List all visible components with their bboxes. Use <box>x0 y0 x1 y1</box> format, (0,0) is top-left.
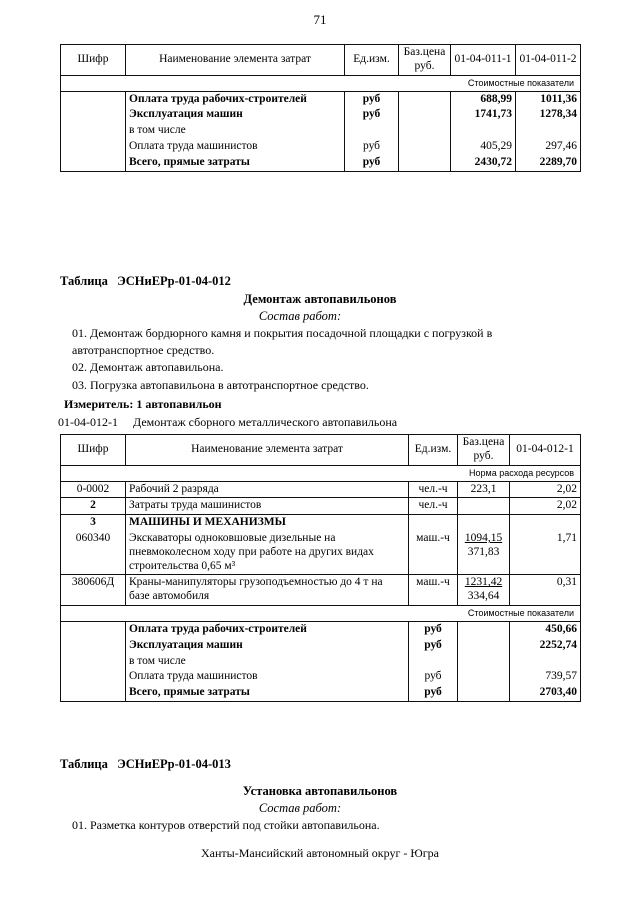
section-label-row-resources <box>61 465 581 481</box>
cell-qty: 2,02 <box>510 498 581 515</box>
block1-work-item-3: 03. Погрузка автопавильона в автотранспортное средство. <box>72 378 369 392</box>
cell-code: 380606Д <box>61 575 126 606</box>
cell-code <box>61 123 126 139</box>
table-header-row <box>61 45 581 76</box>
block1-work-item-2: 02. Демонтаж автопавильона. <box>72 360 224 374</box>
cell-name: Всего, прямые затраты <box>126 155 345 171</box>
table-row <box>61 155 581 171</box>
th-norm-1: 01-04-012-1 <box>510 435 581 466</box>
th-base-price-line2: руб. <box>414 59 435 72</box>
table-code: ЭСНиЕРр-01-04-013 <box>117 757 231 771</box>
cell-value: 739,57 <box>510 669 581 685</box>
block2-work-item-1: 01. Разметка контуров отверстий под стойки автопавильона. <box>72 818 380 832</box>
cell-name: в том числе <box>126 654 409 670</box>
cell-name: Оплата труда машинистов <box>126 669 409 685</box>
cell-code <box>61 107 126 123</box>
cell-base-primary: 1094,15 <box>464 531 503 544</box>
cell-unit: чел.-ч <box>409 498 458 515</box>
cell-value-1: 688,99 <box>451 91 516 107</box>
cell-code: 3 <box>61 515 126 531</box>
cost-table-01-04-012 <box>60 434 581 702</box>
block2-works-caption: Состав работ: <box>258 801 342 815</box>
cell-base-secondary: 371,83 <box>467 545 500 558</box>
cell-name: Всего, прямые затраты <box>126 685 409 701</box>
table-row <box>61 531 581 575</box>
th-base-price-line1: Баз.цена <box>403 46 446 58</box>
cell-unit: руб <box>345 139 399 155</box>
block1-item-line <box>58 414 397 431</box>
cell-value-2 <box>516 123 581 139</box>
cell-name: Затраты труда машинистов <box>126 498 409 515</box>
section-label-resources: Норма расхода ресурсов <box>61 465 581 481</box>
cell-code <box>61 654 126 670</box>
table-label-word: Таблица <box>60 274 108 288</box>
cell-name <box>126 531 409 575</box>
block1-measure <box>64 396 222 413</box>
th-base-price-line2: руб. <box>473 449 494 462</box>
th-unit: Ед.изм. <box>345 45 399 76</box>
cell-value-1 <box>451 123 516 139</box>
cell-unit: руб <box>409 621 458 637</box>
th-code: Шифр <box>61 435 126 466</box>
table-row <box>61 669 581 685</box>
cell-base-primary: 1231,42 <box>464 576 503 589</box>
table-label-01-04-013 <box>60 755 231 773</box>
cell-value-2: 1278,34 <box>516 107 581 123</box>
cell-unit: руб <box>409 669 458 685</box>
cell-code <box>61 621 126 637</box>
cell-unit: руб <box>409 685 458 701</box>
table-row <box>61 638 581 654</box>
block1-work-item-1: 01. Демонтаж бордюрного камня и покрытия посадочной площадки с погрузкой в автотранспортное средство. <box>72 326 493 358</box>
cell-base <box>458 685 510 701</box>
th-norm-1: 01-04-011-1 <box>451 45 516 76</box>
cell-value-1: 405,29 <box>451 139 516 155</box>
th-code: Шифр <box>61 45 126 76</box>
section-label-row-cost <box>61 75 581 91</box>
cell-name: Оплата труда рабочих-строителей <box>126 91 345 107</box>
table-label-01-04-012 <box>60 272 231 290</box>
table-row <box>61 91 581 107</box>
cell-unit: маш.-ч <box>409 531 458 575</box>
cell-code <box>61 638 126 654</box>
table-row <box>61 481 581 498</box>
table-label-word: Таблица <box>60 757 108 771</box>
cell-base <box>399 155 451 171</box>
page-number: 71 <box>313 12 327 27</box>
measure-value: 1 автопавильон <box>136 397 222 411</box>
cell-unit: руб <box>345 107 399 123</box>
cell-unit: руб <box>345 155 399 171</box>
th-unit: Ед.изм. <box>409 435 458 466</box>
cell-value-1: 1741,73 <box>451 107 516 123</box>
table-row <box>61 107 581 123</box>
cell-code <box>61 685 126 701</box>
cell-name: Оплата труда машинистов <box>126 139 345 155</box>
table-header-row <box>61 435 581 466</box>
cell-value-2: 297,46 <box>516 139 581 155</box>
table-row <box>61 123 581 139</box>
cell-code: 060340 <box>61 531 126 575</box>
cost-table-01-04-011 <box>60 44 581 172</box>
table-row <box>61 575 581 606</box>
section-label-cost: Стоимостные показатели <box>61 605 581 621</box>
section-label-cost: Стоимостные показатели <box>61 75 581 91</box>
th-norm-2: 01-04-011-2 <box>516 45 581 76</box>
cell-base <box>399 123 451 139</box>
cell-base <box>399 91 451 107</box>
cell-unit: руб <box>409 638 458 654</box>
cell-code: 2 <box>61 498 126 515</box>
cell-name-text: Краны-манипуляторы грузоподъемностью до 4 т на базе автомобиля <box>129 576 383 603</box>
cell-code <box>61 139 126 155</box>
th-base-price-line1: Баз.цена <box>462 436 505 448</box>
cell-base <box>458 621 510 637</box>
cell-base <box>458 669 510 685</box>
cell-base <box>458 531 510 575</box>
cell-name <box>126 575 409 606</box>
table-row <box>61 515 581 531</box>
cell-qty <box>510 515 581 531</box>
cell-code <box>61 669 126 685</box>
th-base-price <box>458 435 510 466</box>
cell-unit: маш.-ч <box>409 575 458 606</box>
cell-name: Оплата труда рабочих-строителей <box>126 621 409 637</box>
cell-base <box>458 515 510 531</box>
cell-base <box>399 139 451 155</box>
th-base-price <box>399 45 451 76</box>
cell-code: 0-0002 <box>61 481 126 498</box>
section-label-row-cost <box>61 605 581 621</box>
cell-value <box>510 654 581 670</box>
cell-base <box>458 498 510 515</box>
cell-qty: 2,02 <box>510 481 581 498</box>
cell-code <box>61 91 126 107</box>
cell-unit: чел.-ч <box>409 481 458 498</box>
item-code: 01-04-012-1 <box>58 415 118 429</box>
cell-name: Рабочий 2 разряда <box>126 481 409 498</box>
cell-name: МАШИНЫ И МЕХАНИЗМЫ <box>126 515 409 531</box>
cell-name-text: Экскаваторы одноковшовые дизельные на пневмоколесном ходу при работе на других видах строительства 0,65 м³ <box>129 531 374 572</box>
table-row <box>61 654 581 670</box>
table-row <box>61 685 581 701</box>
cell-qty: 1,71 <box>510 531 581 575</box>
cell-base <box>458 654 510 670</box>
cell-value-1: 2430,72 <box>451 155 516 171</box>
footer-region-note: Ханты-Мансийский автономный округ - Югра <box>201 846 439 860</box>
cell-name: в том числе <box>126 123 345 139</box>
cell-value: 2252,74 <box>510 638 581 654</box>
table-row <box>61 498 581 515</box>
block1-heading: Демонтаж автопавильонов <box>243 292 397 306</box>
cell-value-2: 1011,36 <box>516 91 581 107</box>
cell-base: 223,1 <box>458 481 510 498</box>
cell-unit <box>345 123 399 139</box>
cell-name: Эксплуатация машин <box>126 107 345 123</box>
table-row <box>61 621 581 637</box>
th-name: Наименование элемента затрат <box>126 45 345 76</box>
item-name: Демонтаж сборного металлического автопавильона <box>133 415 398 429</box>
table-code: ЭСНиЕРр-01-04-012 <box>117 274 231 288</box>
block1-works-caption: Состав работ: <box>258 309 342 323</box>
block2-heading: Установка автопавильонов <box>242 784 398 798</box>
cell-name: Эксплуатация машин <box>126 638 409 654</box>
cell-qty: 0,31 <box>510 575 581 606</box>
cell-base <box>458 575 510 606</box>
cell-unit: руб <box>345 91 399 107</box>
cell-value-2: 2289,70 <box>516 155 581 171</box>
cell-unit <box>409 515 458 531</box>
cell-code <box>61 155 126 171</box>
table-row <box>61 139 581 155</box>
th-name: Наименование элемента затрат <box>126 435 409 466</box>
cell-unit <box>409 654 458 670</box>
cell-base <box>399 107 451 123</box>
cell-value: 450,66 <box>510 621 581 637</box>
cell-base-secondary: 334,64 <box>467 590 500 603</box>
measure-label: Измеритель: <box>64 397 134 411</box>
cell-base <box>458 638 510 654</box>
cell-value: 2703,40 <box>510 685 581 701</box>
